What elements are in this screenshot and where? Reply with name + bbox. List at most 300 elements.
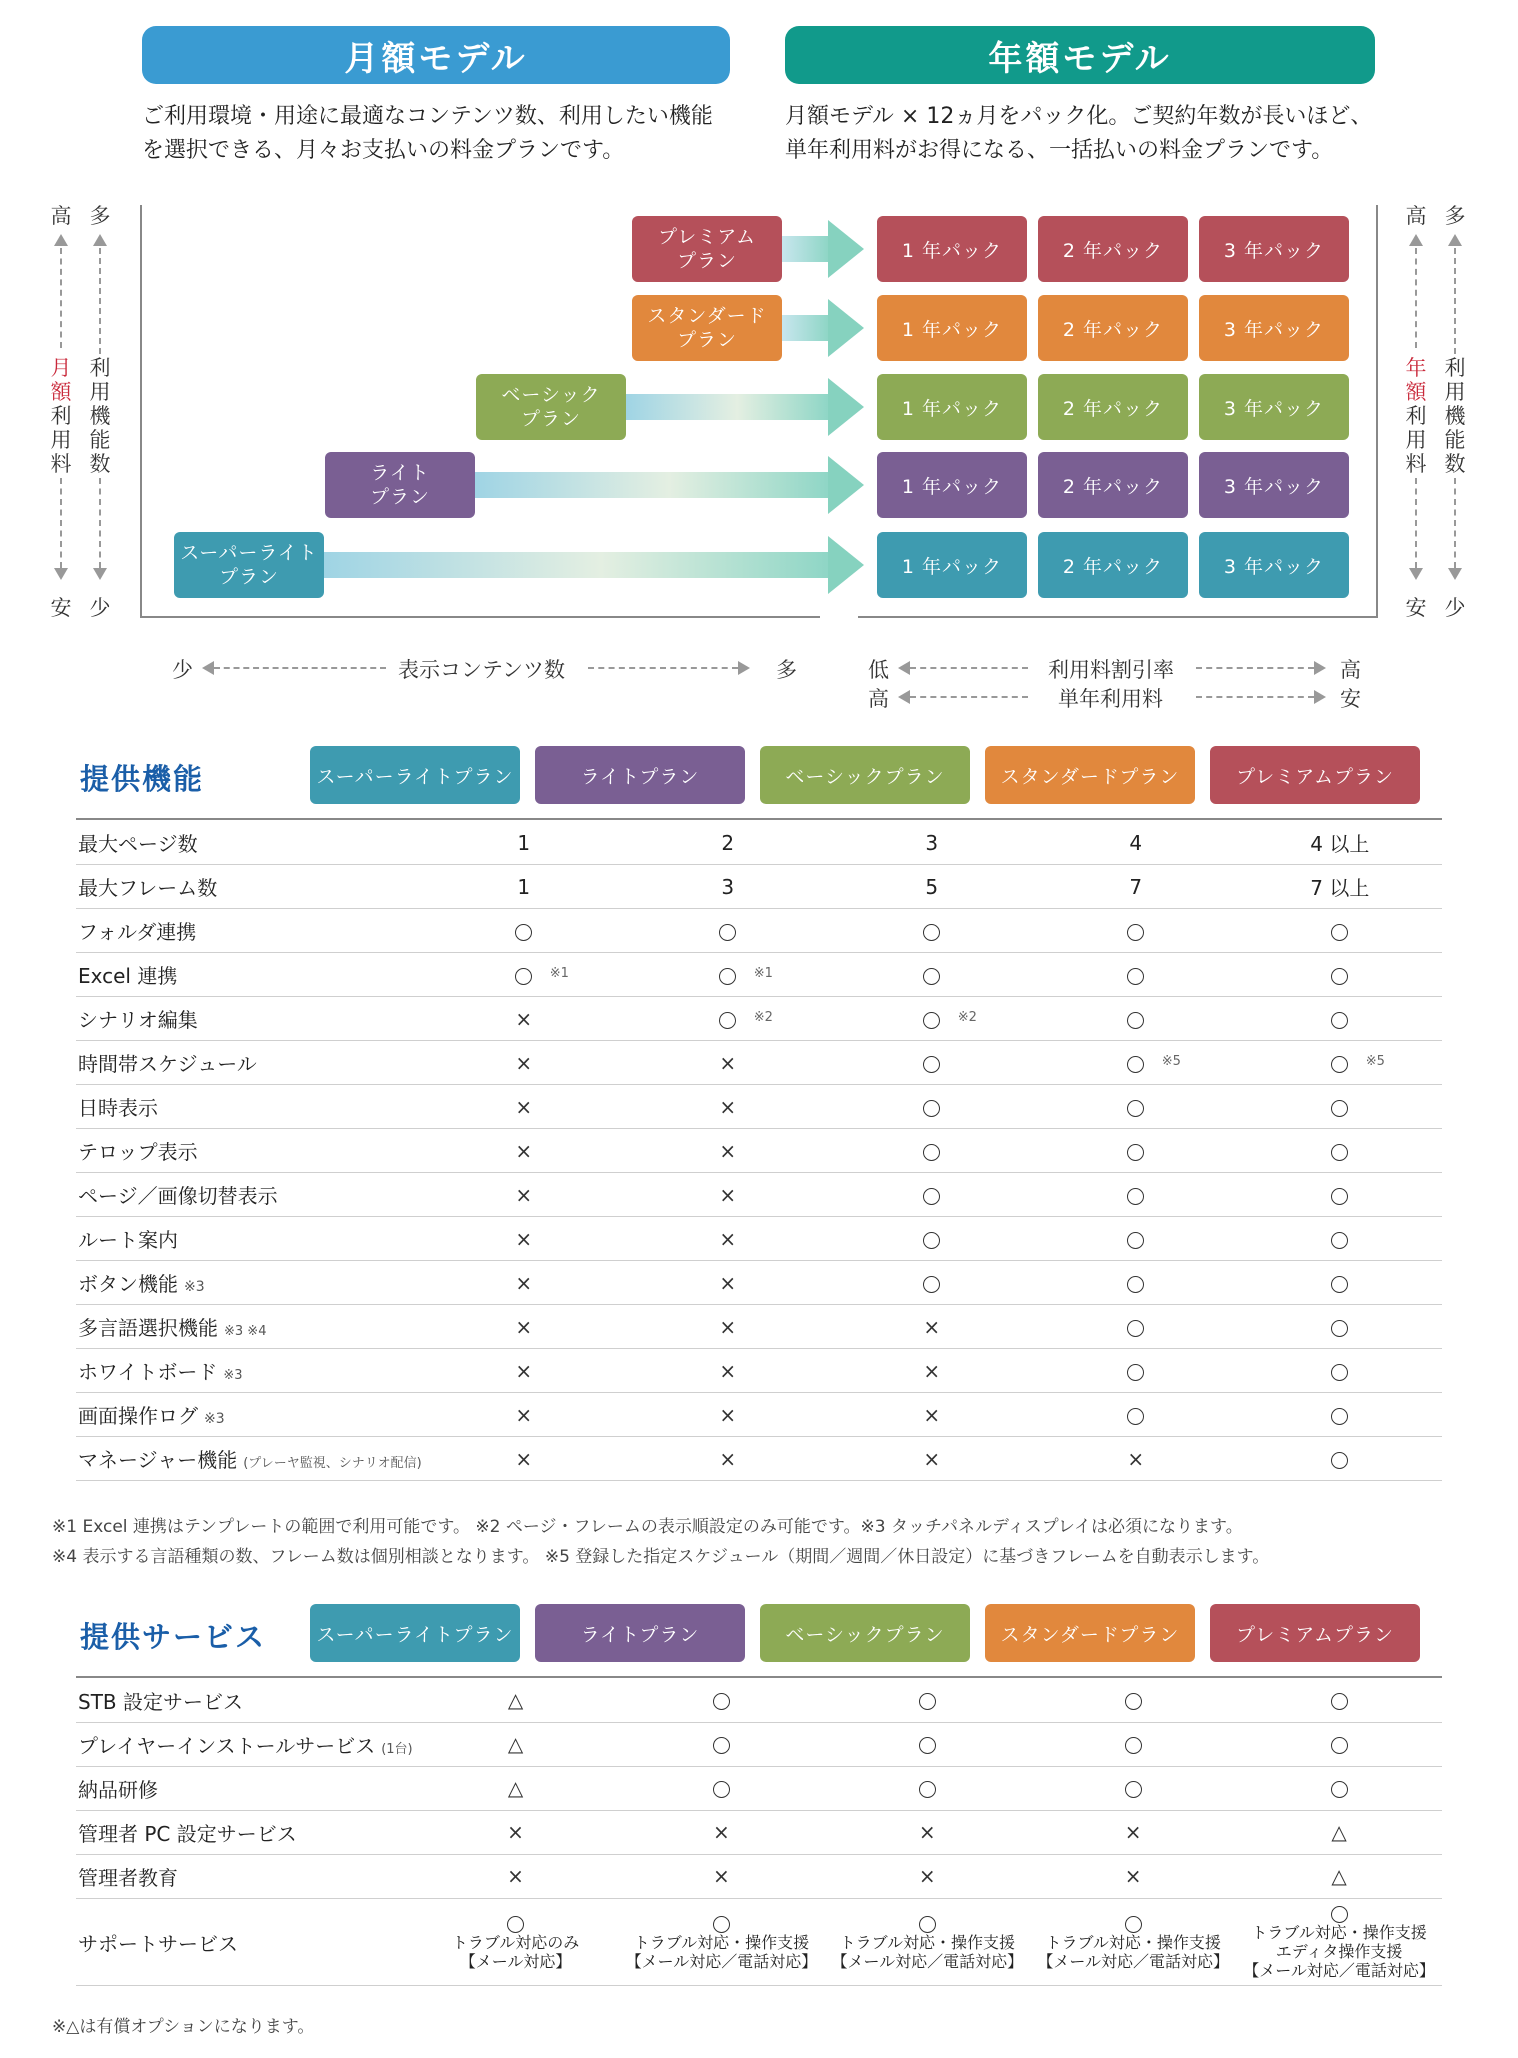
circle-mark-icon (719, 968, 736, 985)
contents-axis-dash-left (214, 667, 386, 669)
triangle-mark-icon: △ (507, 1775, 524, 1800)
circle-mark-icon (919, 1693, 936, 1710)
cross-mark-icon: × (507, 1819, 524, 1844)
circle-mark-icon (1331, 1452, 1348, 1469)
table-cell (1238, 1129, 1442, 1173)
table-cell (422, 1217, 626, 1261)
table-cell (1238, 997, 1442, 1041)
support-cell (619, 1899, 825, 1986)
table-cell (1238, 909, 1442, 953)
light-line2: プラン (369, 486, 430, 508)
diagram-arrow-standard (828, 299, 864, 357)
triangle-mark-icon: △ (507, 1731, 524, 1756)
table-cell (1238, 953, 1442, 997)
table-cell (422, 1349, 626, 1393)
cross-mark-icon: × (923, 1358, 941, 1383)
row-label (76, 1349, 422, 1393)
row-label-text: ホワイトボード (78, 1360, 218, 1384)
circle-mark-icon (1331, 1693, 1348, 1710)
cross-mark-icon: × (1124, 1863, 1142, 1888)
row-label-note: (1台) (381, 1742, 413, 1757)
table-cell (830, 1393, 1034, 1437)
pack-light-1: 1 年パック (877, 452, 1027, 518)
right-axis-label-annual (1403, 356, 1429, 476)
table-cell (824, 1723, 1030, 1767)
diagram-arrow-premium (828, 220, 864, 278)
diagram-band-premium (782, 236, 828, 262)
row-label-text: テロップ表示 (78, 1140, 198, 1164)
table-cell (830, 821, 1034, 865)
cell-value: 1 (517, 830, 531, 855)
table-cell (824, 1767, 1030, 1811)
basic-line1: ベーシック (501, 384, 601, 406)
discount-axis-dash-right (1196, 667, 1314, 669)
cross-mark-icon: × (719, 1182, 737, 1207)
table-cell (830, 953, 1034, 997)
support-line: 【メール対応／電話対応】 (1037, 1951, 1230, 1971)
table-cell (422, 1305, 626, 1349)
circle-mark-icon (923, 1056, 940, 1073)
table-cell (413, 1855, 619, 1899)
table-cell (830, 1349, 1034, 1393)
table-cell (1034, 821, 1238, 865)
right-axis-low1: 安 (1405, 596, 1427, 620)
left-axis-label-rest: 利用料 (50, 404, 72, 476)
circle-mark-icon (923, 1100, 940, 1117)
table-cell (1030, 1679, 1236, 1723)
row-label (76, 953, 422, 997)
cross-mark-icon: × (515, 1182, 533, 1207)
table-row (76, 1349, 1442, 1393)
table-cell (626, 1041, 830, 1085)
table-cell (619, 1723, 825, 1767)
table-cell (1030, 1855, 1236, 1899)
pack-light-2: 2 年パック (1038, 452, 1188, 518)
discount-axis-arrow-right (1314, 661, 1326, 675)
table-row (76, 1129, 1442, 1173)
table-cell (626, 1349, 830, 1393)
circle-mark-icon (515, 968, 532, 985)
table-row (76, 953, 1442, 997)
pack-superlight-1: 1 年パック (877, 532, 1027, 598)
circle-mark-icon (923, 1276, 940, 1293)
support-cell (824, 1899, 1030, 1986)
left-axis-label-functions: 利用機能数 (89, 356, 111, 476)
row-label (76, 1305, 422, 1349)
table-cell (1236, 1855, 1442, 1899)
single-axis-high: 高 (868, 687, 889, 711)
table-row (76, 1899, 1442, 1986)
diagram-frame-bottom-left (140, 616, 820, 618)
left-axis-label-monthly (48, 356, 74, 476)
table-cell (824, 1679, 1030, 1723)
circle-mark-icon (1127, 1408, 1144, 1425)
cell-note: ※1 (753, 966, 773, 981)
support-line: トラブル対応・操作支援 (633, 1932, 810, 1952)
support-line: 【メール対応／電話対応】 (1243, 1961, 1435, 1980)
circle-mark-icon (1127, 1276, 1144, 1293)
table-cell (1238, 865, 1442, 909)
circle-mark-icon (1331, 1056, 1348, 1073)
monthly-desc-line1: ご利用環境・用途に最適なコンテンツ数、利用したい機能 (142, 104, 713, 129)
right-axis-dash-2b (1454, 478, 1456, 568)
row-label (76, 1393, 422, 1437)
contents-axis-dash-right (588, 667, 738, 669)
table-cell (626, 865, 830, 909)
support-line: トラブル対応・操作支援 (839, 1932, 1015, 1952)
cross-mark-icon: × (719, 1402, 737, 1427)
table-cell (1034, 1393, 1238, 1437)
row-label (76, 1085, 422, 1129)
support-cell (1236, 1899, 1442, 1986)
cell-value: 3 (721, 874, 735, 899)
table-cell (1238, 1041, 1442, 1085)
circle-mark-icon (713, 1737, 730, 1754)
left-axis-high2: 多 (89, 204, 111, 228)
row-label-text: フォルダ連携 (78, 920, 197, 944)
diagram-plan-superlight (174, 532, 324, 598)
table-cell (619, 1767, 825, 1811)
light-line1: ライト (370, 462, 430, 484)
annual-model-header (785, 26, 1375, 84)
table-cell (1238, 1261, 1442, 1305)
diagram-plan-light (325, 452, 475, 518)
table-cell (830, 1261, 1034, 1305)
table-row (76, 1679, 1442, 1723)
row-label (76, 909, 422, 953)
cell-note: ※1 (549, 966, 569, 981)
table-cell (626, 1085, 830, 1129)
row-label (76, 1173, 422, 1217)
table-cell (1236, 1811, 1442, 1855)
row-label-text: 最大ページ数 (78, 832, 198, 856)
circle-mark-icon (1127, 1100, 1144, 1117)
features-footnote-2: ※4 表示する言語種類の数、フレーム数は個別相談となります。 ※5 登録した指定スケジュール（期間／週間／休日設定）に基づきフレームを自動表示します。 (52, 1547, 1270, 1567)
features-footnote-1: ※1 Excel 連携はテンプレートの範囲で利用可能です。 ※2 ページ・フレームの表示順設定のみ可能です。※3 タッチパネルディスプレイは必須になります。 (52, 1517, 1243, 1537)
table-cell (422, 865, 626, 909)
circle-mark-icon (923, 968, 940, 985)
row-label-text: マネージャー機能 (78, 1448, 238, 1472)
left-axis-arrow-up-1 (54, 234, 68, 246)
diagram-band-standard (782, 315, 828, 341)
features-col-premium: プレミアムプラン (1210, 746, 1420, 804)
pack-superlight-3: 3 年パック (1199, 532, 1349, 598)
cross-mark-icon: × (719, 1358, 737, 1383)
right-axis-arrow-down-1 (1409, 568, 1423, 580)
single-axis-dash-left (910, 696, 1028, 698)
support-line: 【メール対応】 (459, 1951, 572, 1971)
contents-axis-label: 表示コンテンツ数 (398, 658, 565, 682)
single-axis-label: 単年利用料 (1058, 687, 1163, 711)
circle-mark-icon (923, 1232, 940, 1249)
cross-mark-icon: × (923, 1446, 941, 1471)
circle-mark-icon (1331, 1276, 1348, 1293)
cross-mark-icon: × (515, 1138, 533, 1163)
cross-mark-icon: × (515, 1270, 533, 1295)
circle-mark-icon (1331, 1188, 1348, 1205)
right-axis-dash-1a (1415, 248, 1417, 348)
right-axis-label-functions: 利用機能数 (1444, 356, 1466, 476)
circle-mark-icon (1127, 1144, 1144, 1161)
support-line: トラブル対応・操作支援 (1251, 1923, 1427, 1942)
right-axis-label-rest: 利用料 (1405, 404, 1427, 476)
discount-axis-dash-left (910, 667, 1028, 669)
cross-mark-icon: × (713, 1863, 730, 1888)
cross-mark-icon: × (515, 1314, 533, 1339)
diagram-arrow-light (828, 456, 864, 514)
services-col-light: ライトプラン (535, 1604, 745, 1662)
row-label-text: ルート案内 (78, 1228, 178, 1252)
features-col-standard: スタンダードプラン (985, 746, 1195, 804)
right-axis-high1: 高 (1405, 204, 1427, 228)
table-cell (1238, 1217, 1442, 1261)
support-line: 【メール対応／電話対応】 (831, 1951, 1024, 1971)
monthly-model-header (142, 26, 730, 84)
circle-mark-icon (1127, 968, 1144, 985)
row-label (76, 1041, 422, 1085)
row-label (76, 1855, 413, 1899)
table-cell (1034, 1349, 1238, 1393)
table-cell (422, 821, 626, 865)
table-cell (830, 1305, 1034, 1349)
left-axis-arrow-down-1 (54, 568, 68, 580)
row-label (76, 821, 422, 865)
table-cell (626, 1173, 830, 1217)
diagram-band-superlight (324, 552, 828, 578)
table-cell (619, 1855, 825, 1899)
cell-note: ※2 (753, 1010, 773, 1025)
left-axis-low1: 安 (50, 596, 72, 620)
features-col-basic: ベーシックプラン (760, 746, 970, 804)
table-cell (626, 1129, 830, 1173)
support-line: エディタ操作支援 (1275, 1942, 1403, 1961)
table-cell (830, 1173, 1034, 1217)
circle-mark-icon (919, 1781, 936, 1798)
discount-axis-label: 利用料割引率 (1048, 658, 1174, 682)
contents-axis-low: 少 (172, 658, 193, 682)
table-cell (626, 1437, 830, 1481)
table-cell (1034, 997, 1238, 1041)
circle-mark-icon (713, 1916, 730, 1933)
table-cell (1238, 821, 1442, 865)
table-cell (1238, 1393, 1442, 1437)
cross-mark-icon: × (719, 1138, 737, 1163)
table-cell (422, 1085, 626, 1129)
right-axis-arrow-up-2 (1448, 234, 1462, 246)
features-col-light: ライトプラン (535, 746, 745, 804)
triangle-mark-icon: △ (1331, 1819, 1347, 1844)
row-label-text: ボタン機能 (78, 1272, 178, 1296)
annual-desc-line1: 月額モデル × 12ヵ月をパック化。ご契約年数が長いほど、 (785, 104, 1373, 129)
table-cell (422, 997, 626, 1041)
cross-mark-icon: × (719, 1270, 737, 1295)
table-cell (1030, 1811, 1236, 1855)
circle-mark-icon (1331, 1320, 1348, 1337)
cross-mark-icon: × (515, 1006, 533, 1031)
single-axis-dash-right (1196, 696, 1314, 698)
row-label-text: 時間帯スケジュール (78, 1052, 257, 1076)
row-label (76, 1261, 422, 1305)
table-cell (422, 1437, 626, 1481)
support-line: トラブル対応・操作支援 (1045, 1932, 1221, 1952)
table-row (76, 1261, 1442, 1305)
services-title: 提供サービス (80, 1620, 267, 1654)
row-label-note: ※3 (223, 1368, 243, 1383)
table-cell (422, 1041, 626, 1085)
table-row (76, 1085, 1442, 1129)
basic-line2: プラン (520, 408, 581, 430)
table-cell (1034, 1217, 1238, 1261)
table-cell (413, 1811, 619, 1855)
services-col-superlight: スーパーライトプラン (310, 1604, 520, 1662)
table-row (76, 1393, 1442, 1437)
row-label-text: STB 設定サービス (78, 1690, 243, 1714)
features-table-topline (76, 818, 1442, 820)
left-axis-low2: 少 (89, 596, 111, 620)
table-cell (1030, 1767, 1236, 1811)
table-row (76, 1305, 1442, 1349)
premium-line1: プレミアム (658, 226, 756, 248)
pack-standard-3: 3 年パック (1199, 295, 1349, 361)
circle-mark-icon (923, 1144, 940, 1161)
circle-mark-icon (719, 924, 736, 941)
table-cell (830, 1085, 1034, 1129)
services-footnote: ※△は有償オプションになります。 (52, 2017, 315, 2037)
table-cell (1238, 1085, 1442, 1129)
superlight-line2: プラン (218, 566, 279, 588)
table-cell (824, 1855, 1030, 1899)
services-table (76, 1679, 1442, 1986)
table-cell (1034, 1437, 1238, 1481)
table-cell (1236, 1723, 1442, 1767)
table-row (76, 1855, 1442, 1899)
circle-mark-icon (1331, 1232, 1348, 1249)
row-label-text: プレイヤーインストールサービス (78, 1734, 376, 1758)
row-label-text: ページ／画像切替表示 (78, 1184, 278, 1208)
cross-mark-icon: × (1127, 1446, 1145, 1471)
premium-line2: プラン (676, 250, 737, 272)
pack-superlight-2: 2 年パック (1038, 532, 1188, 598)
table-row (76, 1723, 1442, 1767)
cross-mark-icon: × (713, 1819, 730, 1844)
table-cell (1034, 1085, 1238, 1129)
table-cell (1034, 1261, 1238, 1305)
features-title: 提供機能 (80, 762, 205, 796)
cross-mark-icon: × (719, 1226, 737, 1251)
table-cell (626, 997, 830, 1041)
table-cell (1236, 1767, 1442, 1811)
diagram-frame-left (140, 205, 142, 618)
row-label (76, 1679, 413, 1723)
cross-mark-icon: × (515, 1446, 533, 1471)
table-cell (626, 909, 830, 953)
circle-mark-icon (1127, 1232, 1144, 1249)
pack-standard-1: 1 年パック (877, 295, 1027, 361)
circle-mark-icon (1331, 968, 1348, 985)
circle-mark-icon (1125, 1781, 1142, 1798)
diagram-plan-premium (632, 216, 782, 282)
services-col-standard: スタンダードプラン (985, 1604, 1195, 1662)
circle-mark-icon (1331, 1737, 1348, 1754)
row-label-note: ※3 ※4 (224, 1324, 267, 1339)
table-cell (1238, 1305, 1442, 1349)
discount-axis-arrow-left (898, 661, 910, 675)
table-cell (1238, 1173, 1442, 1217)
table-cell (626, 821, 830, 865)
row-label-text: 多言語選択機能 (78, 1316, 218, 1340)
row-label-note: ※3 (204, 1411, 225, 1427)
features-table (76, 821, 1442, 1481)
table-cell (422, 1261, 626, 1305)
row-label (76, 1899, 413, 1986)
circle-mark-icon (923, 1188, 940, 1205)
circle-mark-icon (1125, 1693, 1142, 1710)
table-cell (1034, 1305, 1238, 1349)
contents-axis-high: 多 (776, 658, 797, 682)
cross-mark-icon: × (507, 1863, 524, 1888)
cell-value: 5 (925, 874, 939, 899)
diagram-plan-standard (632, 295, 782, 361)
row-label-text: 画面操作ログ (78, 1404, 198, 1428)
circle-mark-icon (919, 1916, 936, 1933)
support-cell (1030, 1899, 1236, 1986)
table-cell (422, 1393, 626, 1437)
cell-note: ※5 (1161, 1054, 1181, 1069)
contents-axis-arrow-left (202, 661, 214, 675)
table-cell (626, 953, 830, 997)
single-axis-low: 安 (1340, 687, 1361, 711)
table-cell (1034, 1129, 1238, 1173)
pack-premium-2: 2 年パック (1038, 216, 1188, 282)
circle-mark-icon (1331, 1906, 1348, 1923)
cross-mark-icon: × (719, 1094, 737, 1119)
circle-mark-icon (1331, 1364, 1348, 1381)
circle-mark-icon (719, 1012, 736, 1029)
left-axis-high1: 高 (50, 204, 72, 228)
circle-mark-icon (713, 1693, 730, 1710)
row-label-text: 最大フレーム数 (78, 876, 218, 900)
row-label-text: Excel 連携 (78, 964, 178, 988)
circle-mark-icon (1331, 924, 1348, 941)
table-row (76, 997, 1442, 1041)
cell-value: 3 (925, 830, 939, 855)
cross-mark-icon: × (923, 1314, 941, 1339)
table-cell (1238, 1349, 1442, 1393)
left-axis-dash-1a (60, 248, 62, 348)
row-label (76, 865, 422, 909)
cell-value: 1 (517, 874, 531, 899)
table-cell (422, 1173, 626, 1217)
table-cell (830, 1217, 1034, 1261)
cell-value: 2 (721, 830, 735, 855)
diagram-plan-basic (476, 374, 626, 440)
pack-standard-2: 2 年パック (1038, 295, 1188, 361)
circle-mark-icon (919, 1737, 936, 1754)
left-axis-arrow-down-2 (93, 568, 107, 580)
right-axis-dash-1b (1415, 478, 1417, 568)
table-cell (626, 1261, 830, 1305)
table-cell (626, 1217, 830, 1261)
circle-mark-icon (1331, 1781, 1348, 1798)
table-cell (422, 1129, 626, 1173)
circle-mark-icon (1127, 1012, 1144, 1029)
table-cell (422, 909, 626, 953)
circle-mark-icon (1331, 1408, 1348, 1425)
circle-mark-icon (713, 1781, 730, 1798)
table-cell (1034, 953, 1238, 997)
table-row (76, 1767, 1442, 1811)
table-cell (1236, 1679, 1442, 1723)
